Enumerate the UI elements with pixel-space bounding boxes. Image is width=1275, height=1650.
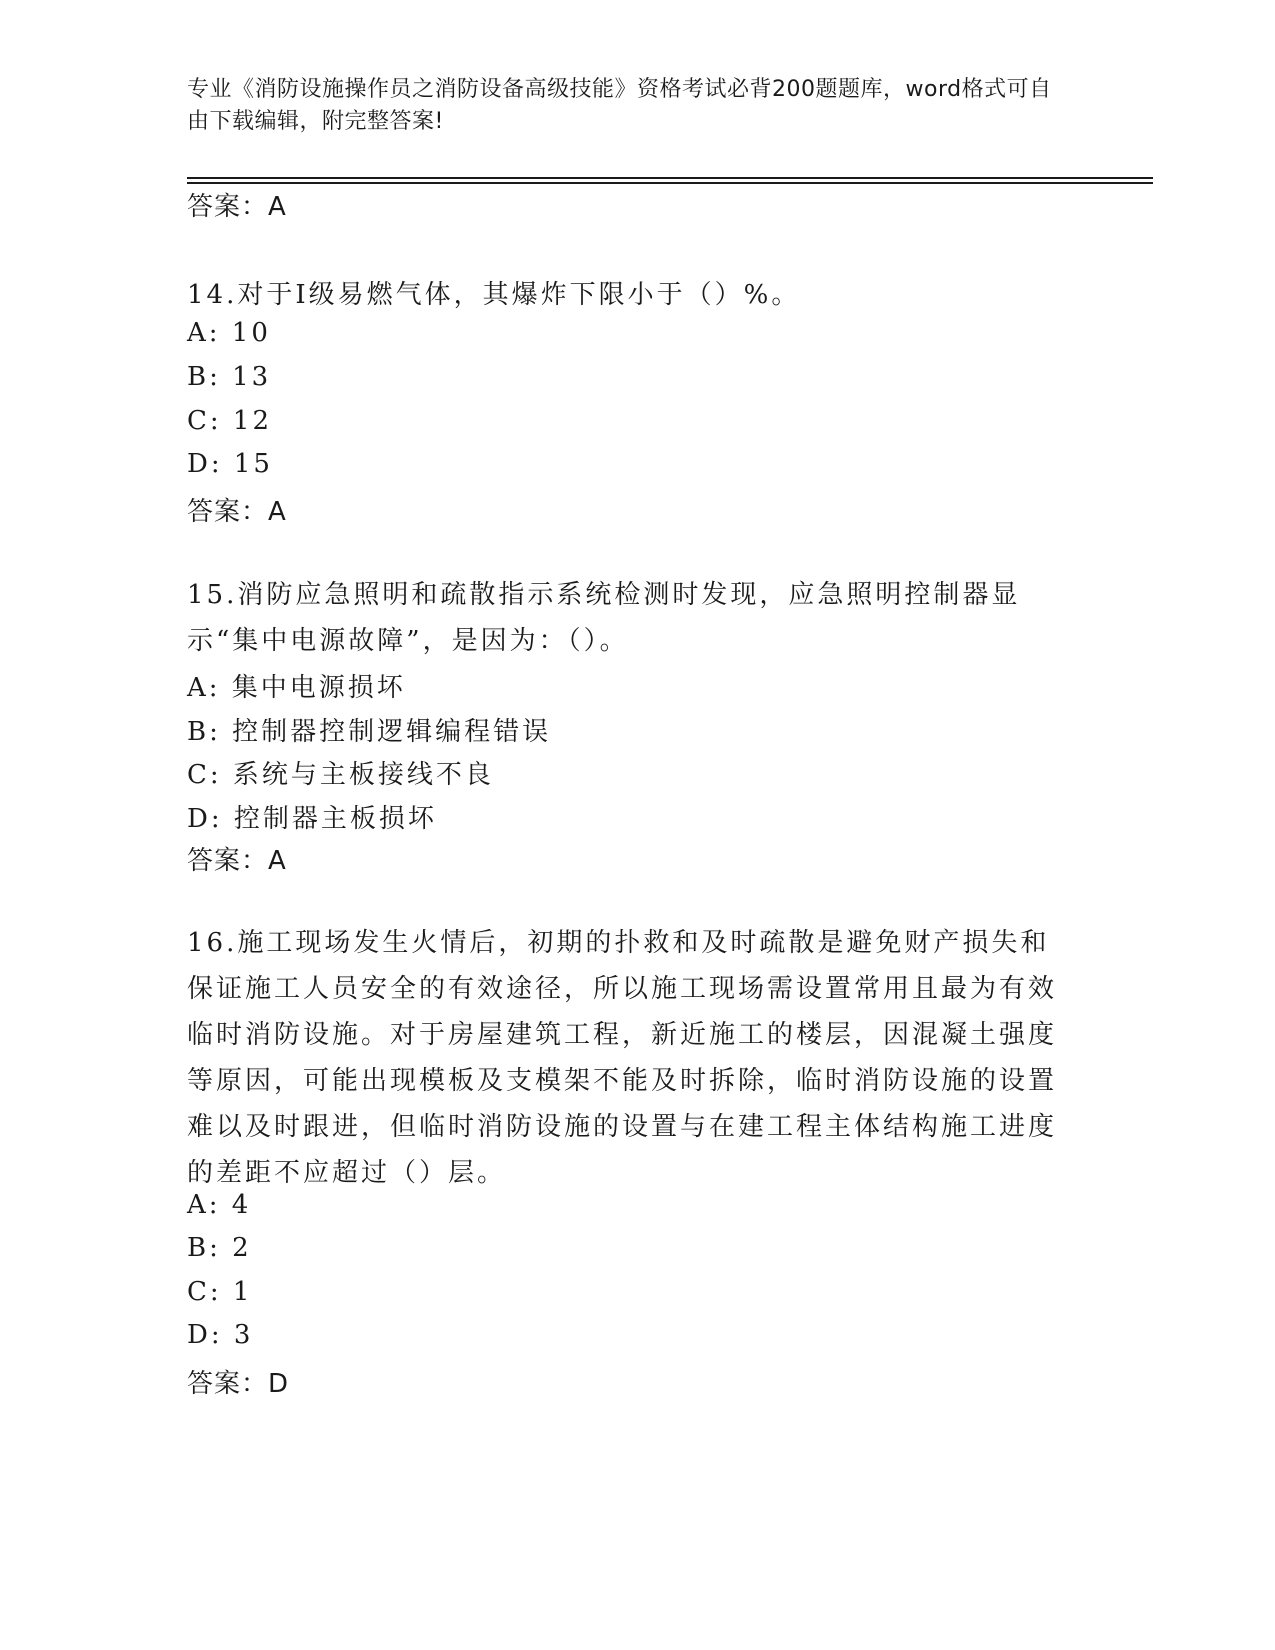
document-header: 专业《消防设施操作员之消防设备高级技能》资格考试必背200题题库，word格式可自由下载编辑，附完整答案! (187, 77, 1052, 134)
question-15-option-d: D: 控制器主板损坏 (187, 804, 437, 834)
question-15-option-c: C: 系统与主板接线不良 (187, 760, 494, 790)
answer-q16: 答案：D (187, 1369, 290, 1399)
question-15-text: 15.消防应急照明和疏散指示系统检测时发现，应急照明控制器显示“集中电源故障”，是因为：（）。 (187, 580, 1021, 656)
question-16-option-b: B: 2 (187, 1233, 252, 1263)
answer-q14: 答案：A (187, 497, 287, 527)
question-15-option-a: A: 集中电源损坏 (187, 673, 406, 703)
question-14-option-c: C: 12 (187, 406, 273, 436)
question-14-option-b: B: 13 (187, 362, 272, 392)
question-14-text: 14.对于Ⅰ级易燃气体，其爆炸下限小于（）%。 (187, 280, 801, 310)
question-16-option-d: D: 3 (187, 1320, 254, 1350)
answer-q13: 答案：A (187, 192, 287, 222)
question-14-option-a: A: 10 (187, 318, 271, 348)
question-15-option-b: B: 控制器控制逻辑编程错误 (187, 717, 552, 747)
answer-q15: 答案：A (187, 846, 287, 876)
question-16-option-c: C: 1 (187, 1277, 253, 1307)
question-16-text: 16.施工现场发生火情后，初期的扑救和及时疏散是避免财产损失和保证施工人员安全的有效途径，所以施工现场需设置常用且最为有效临时消防设施。对于房屋建筑工程，新近施工的楼层，因混凝土强度等原因，可能出现模板及支模架不能及时拆除，临时消防设施的设置难以及时跟进，但临时消防设施的设置与在建工程主体结构施工进度的差距不应超过（）层。 (187, 928, 1058, 1188)
header-rule-bottom (187, 182, 1153, 184)
question-14-option-d: D: 15 (187, 449, 273, 479)
header-rule-top (187, 177, 1153, 179)
question-16-option-a: A: 4 (187, 1190, 252, 1220)
